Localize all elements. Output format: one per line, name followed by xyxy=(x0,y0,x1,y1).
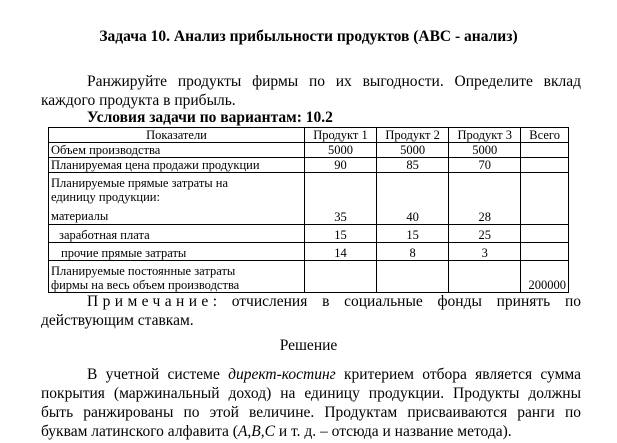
cell-value: 40 xyxy=(377,173,449,225)
row-label-line: Планируемые постоянные затраты xyxy=(51,264,236,278)
table-row xyxy=(49,225,569,243)
header-product-3: Продукт 3 xyxy=(449,128,521,143)
solution-heading: Решение xyxy=(279,337,338,354)
cell-value: 70 xyxy=(449,158,521,173)
row-label xyxy=(49,173,305,225)
cell-value: 35 xyxy=(304,173,376,225)
cell-value xyxy=(521,158,569,173)
cell-value: 28 xyxy=(449,173,521,225)
conditions-table xyxy=(48,127,569,293)
cell-value: 90 xyxy=(304,158,376,173)
cell-value xyxy=(521,173,569,225)
solution-letters: A,B,C xyxy=(237,423,275,440)
row-label: заработная плата xyxy=(49,225,305,243)
row-label-line: фирмы на весь объем производства xyxy=(51,278,240,292)
table-row xyxy=(49,158,569,173)
cell-value xyxy=(304,261,376,293)
solution-text: и т. д. – отсюда и название метода). xyxy=(275,423,512,440)
note-text: : отчисления в социальные фонды принять по действующим ставкам. xyxy=(41,293,581,329)
cell-value: 5000 xyxy=(449,143,521,158)
note-paragraph xyxy=(41,292,581,330)
table-row xyxy=(49,143,569,158)
cell-value: 15 xyxy=(377,225,449,243)
row-label-line: Планируемые прямые затраты на xyxy=(51,176,229,190)
row-label xyxy=(49,261,305,293)
cell-value: 85 xyxy=(377,158,449,173)
cell-value: 5000 xyxy=(304,143,376,158)
table-row xyxy=(49,261,569,293)
cell-value: 14 xyxy=(304,243,376,261)
solution-paragraph xyxy=(41,365,581,441)
cell-value: 15 xyxy=(304,225,376,243)
cell-value: 3 xyxy=(449,243,521,261)
conditions-heading: Условия задачи по вариантам: 10.2 xyxy=(87,109,333,126)
solution-text: критерием отбора является сумма покрытия (маржинальный доход) на единицу продукции. Продукты должны быть ранжированы по этой величине. Продуктам присваиваются ранги по буквам латинского алфавита ( xyxy=(41,366,581,440)
row-label: прочие прямые затраты xyxy=(49,243,305,261)
row-label: Объем производства xyxy=(49,143,305,158)
table-header-row xyxy=(49,128,569,143)
row-label-line: единицу продукции: xyxy=(51,190,160,204)
task-title: Задача 10. Анализ прибыльности продуктов (ABC - анализ) xyxy=(99,28,518,45)
intro-paragraph: Ранжируйте продукты фирмы по их выгодности. Определите вклад каждого продукта в прибыль. xyxy=(41,73,581,109)
header-product-2: Продукт 2 xyxy=(377,128,449,143)
cell-value: 5000 xyxy=(377,143,449,158)
table-row xyxy=(49,173,569,225)
cell-value xyxy=(521,143,569,158)
header-total: Всего xyxy=(521,128,569,143)
cell-value xyxy=(521,225,569,243)
solution-text: В учетной системе xyxy=(87,366,229,383)
table-row xyxy=(49,243,569,261)
row-label: Планируемая цена продажи продукции xyxy=(49,158,305,173)
note-label: Примечание xyxy=(87,293,213,310)
header-product-1: Продукт 1 xyxy=(304,128,376,143)
solution-term: директ-костинг xyxy=(228,366,336,383)
cell-value: 25 xyxy=(449,225,521,243)
header-indicators: Показатели xyxy=(49,128,305,143)
row-label-line: материалы xyxy=(51,209,109,223)
cell-value xyxy=(449,261,521,293)
cell-value: 200000 xyxy=(521,261,569,293)
cell-value xyxy=(377,261,449,293)
cell-value: 8 xyxy=(377,243,449,261)
cell-value xyxy=(521,243,569,261)
